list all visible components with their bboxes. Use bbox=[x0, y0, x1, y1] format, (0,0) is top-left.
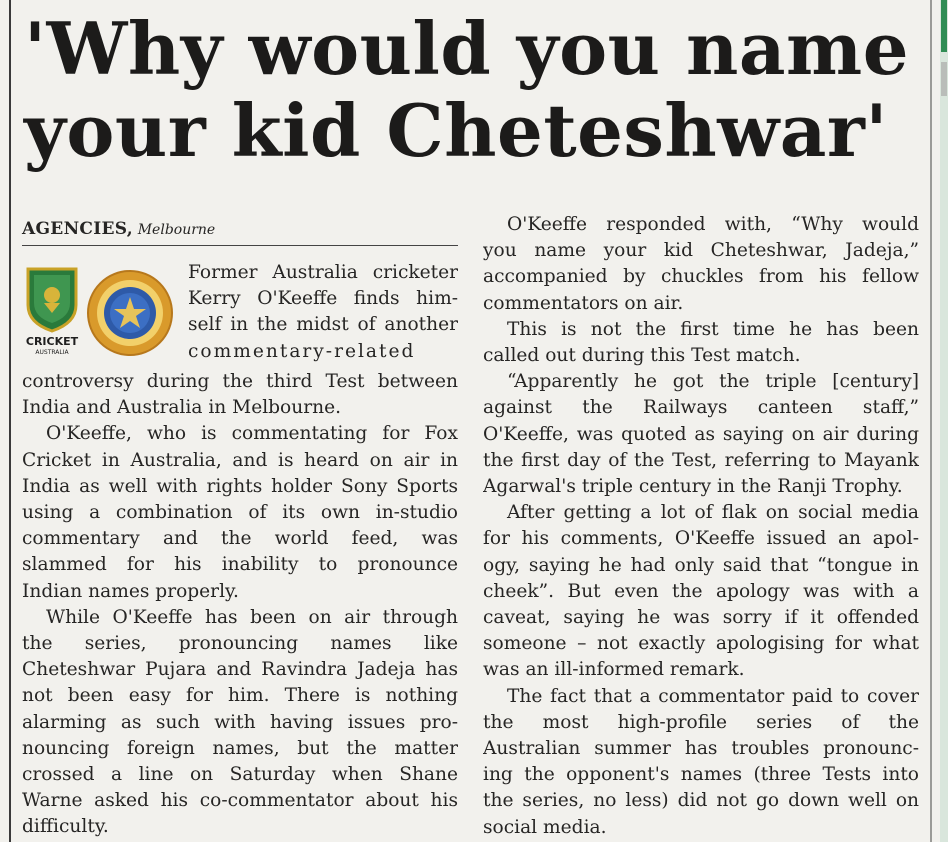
text-line: Indian names properly. bbox=[22, 580, 239, 602]
column-rule-right bbox=[930, 0, 932, 842]
logos bbox=[22, 265, 182, 360]
text-line: accompanied by chuckles from his fellow bbox=[483, 266, 919, 288]
text-line: Kerry O'Keeffe finds him- bbox=[188, 288, 458, 310]
intro-wrap-text bbox=[188, 260, 458, 365]
column-rule-left bbox=[9, 0, 11, 842]
text-line: the series, pronouncing names like bbox=[22, 633, 458, 655]
text-line: “Apparently he got the triple [century] bbox=[507, 371, 919, 393]
text-line: the series, no less) did not go down well on bbox=[483, 790, 919, 812]
text-line: Australian summer has troubles pronounc- bbox=[483, 738, 919, 760]
article-column-left bbox=[22, 369, 458, 841]
text-line: difficulty. bbox=[22, 816, 109, 838]
text-line: O'Keeffe, who is commentating for Fox bbox=[46, 423, 458, 445]
text-line: crossed a line on Saturday when Shane bbox=[22, 764, 458, 786]
text-line: commentary and the world feed, was bbox=[22, 528, 458, 550]
text-line: not been easy for him. There is nothing bbox=[22, 685, 458, 707]
text-line: controversy during the third Test between bbox=[22, 371, 458, 392]
text-line: After getting a lot of flak on social media bbox=[507, 502, 919, 524]
ca-logo-text: CRICKET bbox=[25, 335, 79, 348]
text-line: called out during this Test match. bbox=[483, 345, 801, 367]
text-line: self in the midst of another bbox=[188, 314, 458, 336]
text-line: slammed for his inability to pronounce bbox=[22, 554, 458, 576]
text-line: Cheteshwar Pujara and Ravindra Jadeja has bbox=[22, 659, 458, 681]
text-line: for his comments, O'Keeffe issued an apol- bbox=[483, 528, 919, 550]
text-line: commentators on air. bbox=[483, 292, 684, 314]
text-line: O'Keeffe, was quoted as saying on air during bbox=[483, 423, 919, 445]
text-line: the most high-profile series of the bbox=[483, 711, 919, 733]
text-line: someone – not exactly apologising for what bbox=[483, 633, 919, 655]
text-line: O'Keeffe responded with, “Why would bbox=[507, 214, 919, 235]
green-edge-mark bbox=[941, 0, 947, 52]
byline-agency: AGENCIES, bbox=[22, 219, 133, 239]
text-line: India and Australia in Melbourne. bbox=[22, 397, 341, 419]
bcci-logo bbox=[86, 269, 174, 357]
text-line: The fact that a commentator paid to cover bbox=[507, 685, 919, 707]
text-line: Former Australia cricketer bbox=[188, 262, 458, 283]
text-line: the first day of the Test, referring to Mayank bbox=[483, 449, 919, 471]
cricket-australia-logo bbox=[22, 265, 82, 357]
headline-line: 'Why would you name bbox=[24, 6, 910, 91]
text-line: commentary-related bbox=[188, 340, 416, 362]
text-line: Cricket in Australia, and is heard on air in bbox=[22, 449, 458, 471]
text-line: While O'Keeffe has been on air through bbox=[46, 606, 458, 628]
text-line: social media. bbox=[483, 816, 607, 838]
ca-logo-subtext: AUSTRALIA bbox=[35, 349, 69, 356]
text-line: nouncing foreign names, but the matter bbox=[22, 737, 458, 759]
text-line: cheek”. But even the apology was with a bbox=[483, 580, 919, 602]
headline-line: your kid Cheteshwar' bbox=[24, 88, 888, 173]
text-line: caveat, saying he was sorry if it offended bbox=[483, 607, 919, 629]
text-line: was an ill-informed remark. bbox=[483, 659, 745, 681]
text-line: against the Railways canteen staff,” bbox=[483, 397, 919, 419]
article-column-right bbox=[483, 212, 919, 841]
page-edge-strip bbox=[940, 0, 948, 842]
text-line: ogy, saying he had only said that “tongue in bbox=[483, 554, 919, 576]
text-line: Agarwal's triple century in the Ranji Trophy. bbox=[483, 476, 903, 498]
text-line: alarming as such with having issues pro- bbox=[22, 711, 458, 733]
text-line: This is not the first time he has been bbox=[507, 318, 919, 340]
text-line: you name your kid Cheteshwar, Jadeja,” bbox=[483, 240, 919, 262]
byline bbox=[22, 220, 458, 246]
text-line: India as well with rights holder Sony Sports bbox=[22, 475, 458, 497]
byline-place: Melbourne bbox=[137, 222, 216, 238]
gray-edge-mark bbox=[941, 62, 947, 96]
headline bbox=[24, 8, 924, 172]
text-line: ing the opponent's names (three Tests into bbox=[483, 764, 919, 786]
text-line: Warne asked his co-commentator about his bbox=[22, 790, 458, 812]
text-line: using a combination of its own in-studio bbox=[22, 502, 458, 524]
